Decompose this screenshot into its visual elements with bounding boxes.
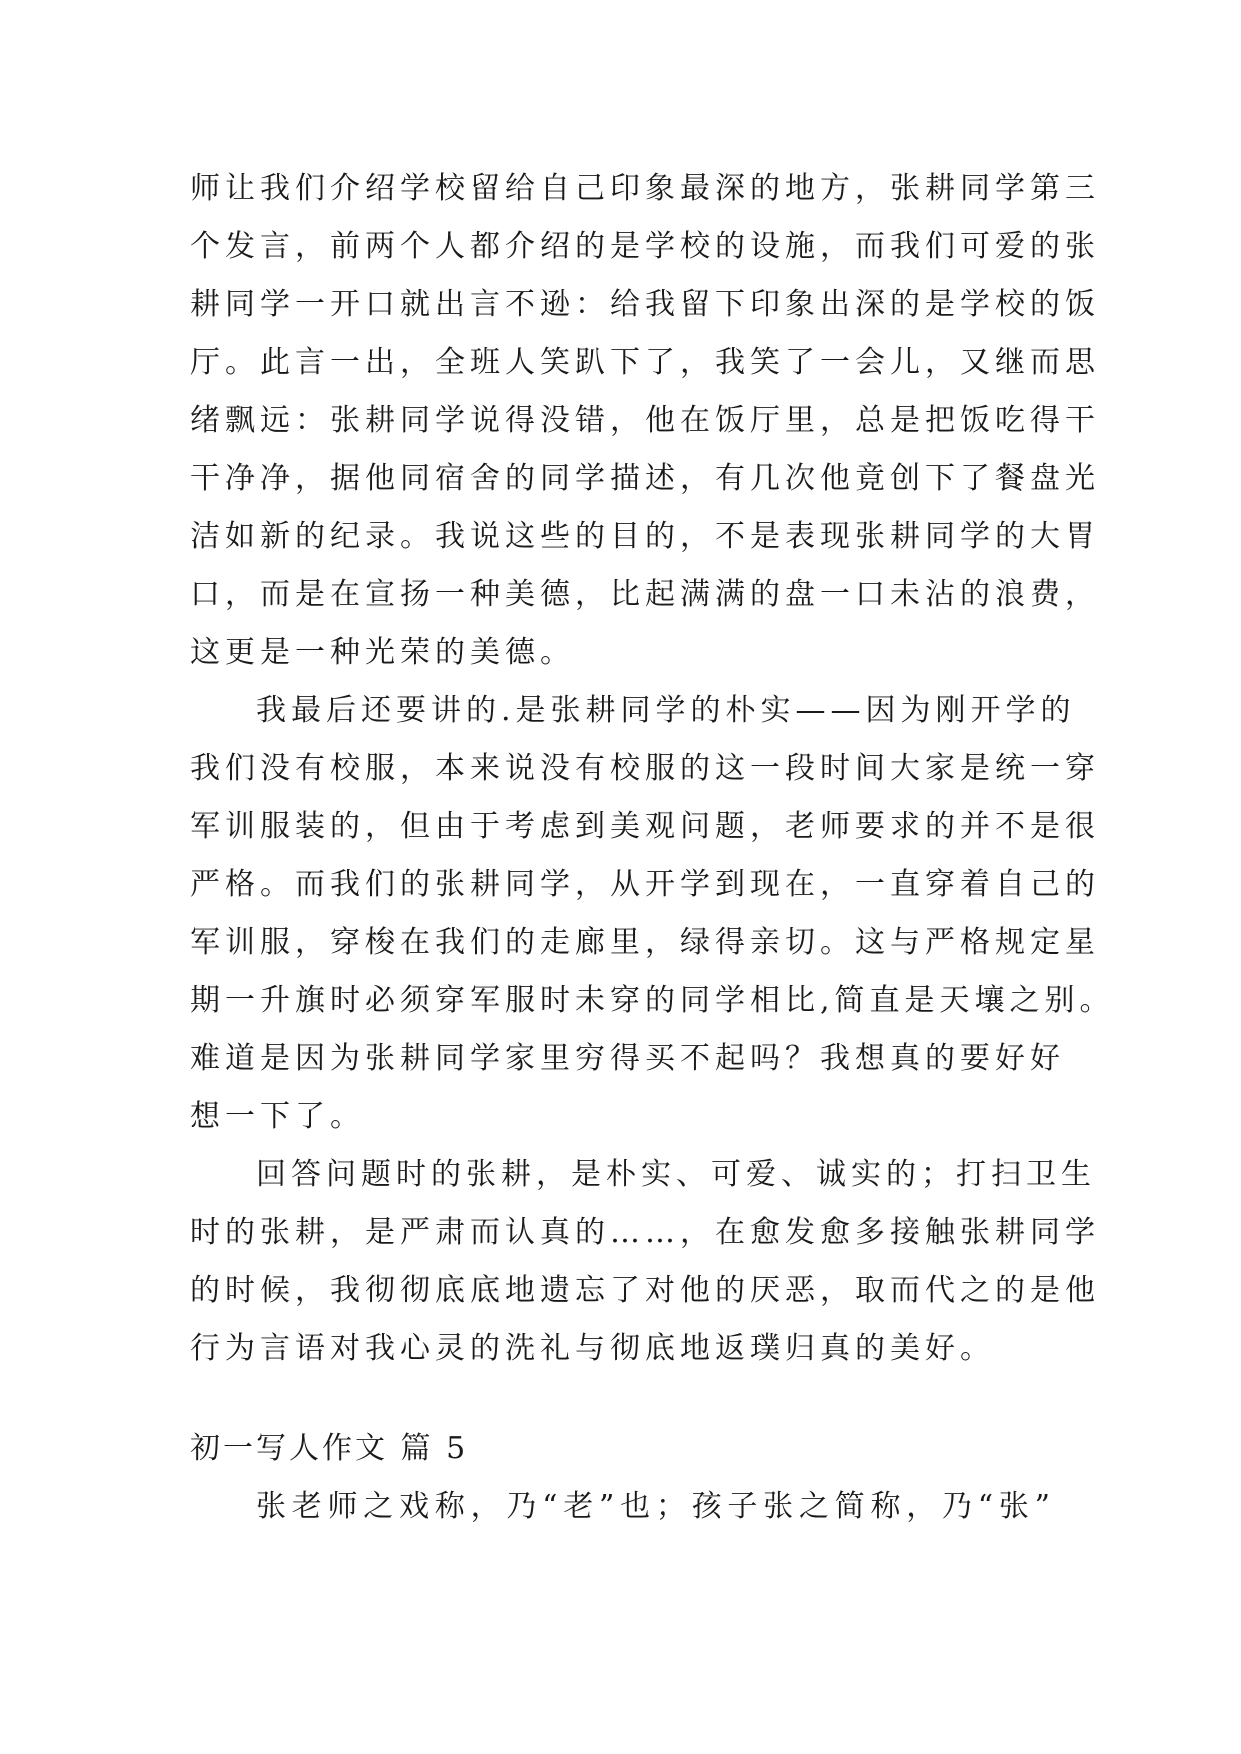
text-line: 厅。此言一出，全班人笑趴下了，我笑了一会儿，又继而思 — [190, 345, 1100, 380]
text-line: 口，而是在宣扬一种美德，比起满满的盘一口未沾的浪费， — [190, 577, 1100, 612]
paragraph-2 — [190, 682, 1115, 1146]
text-line: 这更是一种光荣的美德。 — [190, 635, 575, 670]
text-line: 洁如新的纪录。我说这些的目的，不是表现张耕同学的大胃 — [190, 519, 1100, 554]
section-heading: 初一写人作文 篇 5 — [190, 1431, 469, 1466]
text-line: 时的张耕，是严肃而认真的……，在愈发愈多接触张耕同学 — [190, 1215, 1100, 1250]
text-line: 干净净，据他同宿舍的同学描述，有几次他竟创下了餐盘光 — [190, 461, 1100, 496]
section-spacer — [190, 1378, 1055, 1420]
text-line: 军训服，穿梭在我们的走廊里，绿得亲切。这与严格规定星 — [190, 925, 1100, 960]
document-page — [190, 160, 1115, 1536]
text-line: 耕同学一开口就出言不逊：给我留下印象出深的是学校的饭 — [190, 287, 1100, 322]
paragraph-1 — [190, 160, 1100, 682]
text-line: 个发言，前两个人都介绍的是学校的设施，而我们可爱的张 — [190, 229, 1100, 264]
text-line: 师让我们介绍学校留给自己印象最深的地方，张耕同学第三 — [190, 171, 1100, 206]
text-line: 张老师之戏称，乃“老”也；孩子张之简称，乃“张” — [256, 1489, 1055, 1524]
text-line: 军训服装的，但由于考虑到美观问题，老师要求的并不是很 — [190, 809, 1100, 844]
text-line: 期一升旗时必须穿军服时未穿的同学相比,简直是天壤之别。 — [190, 983, 1115, 1018]
text-line: 想一下了。 — [190, 1099, 365, 1134]
text-line: 绪飘远：张耕同学说得没错，他在饭厅里，总是把饭吃得干 — [190, 403, 1100, 438]
text-line: 我们没有校服，本来说没有校服的这一段时间大家是统一穿 — [190, 751, 1100, 786]
text-line: 难道是因为张耕同学家里穷得买不起吗？我想真的要好好 — [190, 1041, 1065, 1076]
paragraph-3 — [190, 1146, 1100, 1378]
text-line: 回答问题时的张耕，是朴实、可爱、诚实的；打扫卫生 — [256, 1157, 1096, 1192]
text-line: 的时候，我彻彻底底地遗忘了对他的厌恶，取而代之的是他 — [190, 1273, 1100, 1308]
paragraph-4 — [190, 1478, 1055, 1536]
text-line: 我最后还要讲的.是张耕同学的朴实——因为刚开学的 — [256, 693, 1076, 728]
text-line: 严格。而我们的张耕同学，从开学到现在，一直穿着自己的 — [190, 867, 1100, 902]
text-line: 行为言语对我心灵的洗礼与彻底地返璞归真的美好。 — [190, 1331, 995, 1366]
